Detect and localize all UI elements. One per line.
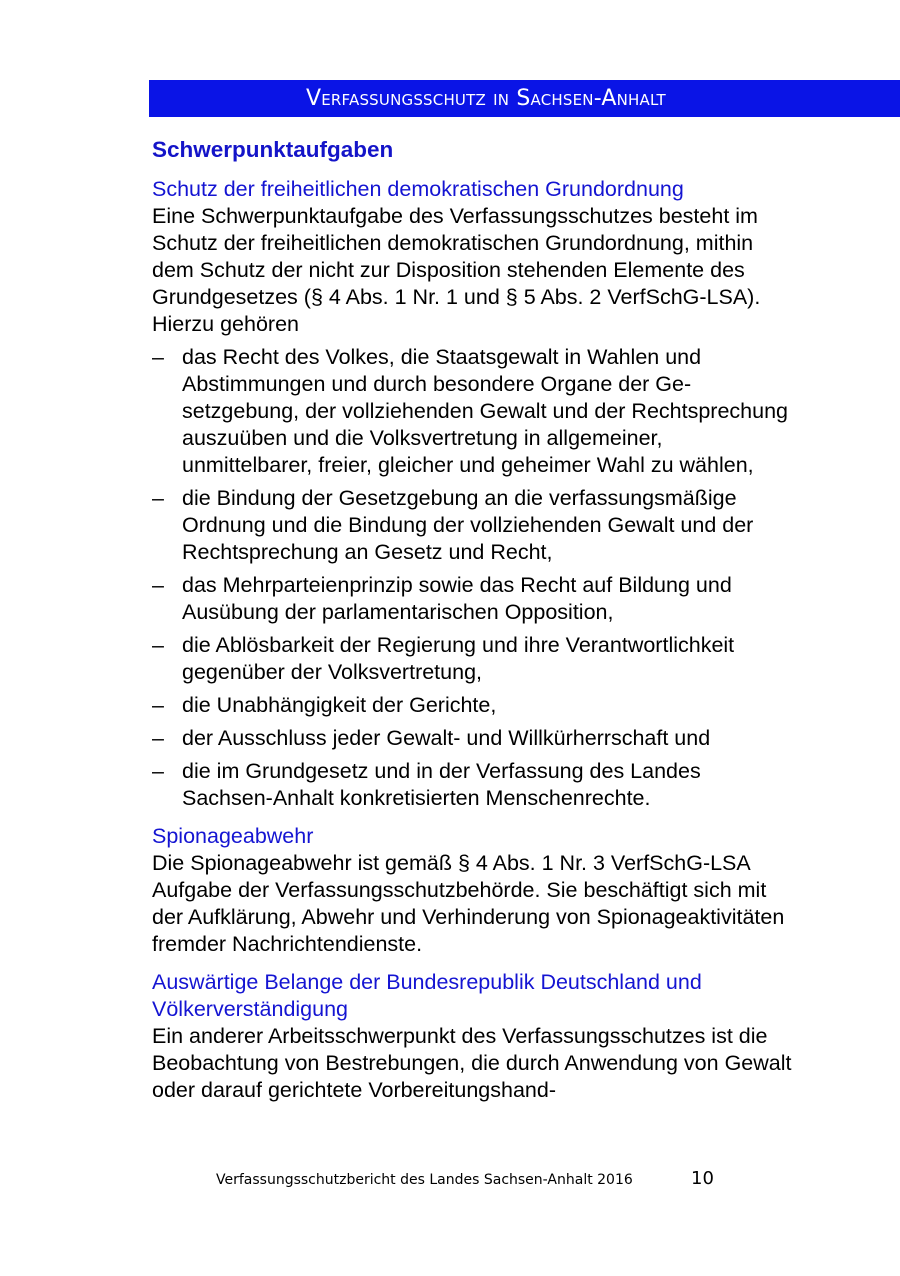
fdgo-list — [152, 344, 792, 812]
list-item-text: die Ablösbarkeit der Regierung und ihre Verantwortlichkeit gegenüber der Volksvertretung, — [182, 633, 735, 684]
header-bar — [149, 80, 900, 117]
page-content — [152, 135, 792, 1104]
paragraph-auswaertige-belange: Ein anderer Arbeitsschwerpunkt des Verfassungsschutzes ist die Beobachtung von Bestrebungen, die durch Anwendung von Gewalt oder darauf gerichtete Vorbereitungshand- — [152, 1024, 792, 1102]
subsection-title-auswaertige-belange: Auswärtige Belange der Bundesrepublik Deutschland und Völkerverständigung — [152, 970, 702, 1021]
paragraph-fdgo-intro: Eine Schwerpunktaufgabe des Verfassungsschutzes besteht im Schutz der freiheitlichen demokratischen Grundordnung, mithin dem Schutz der nicht zur Disposition stehenden Elemente des Grundgesetzes (§ 4 Abs. 1 Nr. 1 und § 5 Abs. 2 VerfSchG-LSA). Hierzu gehören — [152, 204, 761, 336]
list-item — [152, 344, 792, 479]
list-item-text: die Unabhängigkeit der Gerichte, — [182, 693, 497, 717]
dash-bullet: – — [152, 759, 164, 783]
dash-bullet: – — [152, 726, 164, 750]
dash-bullet: – — [152, 573, 164, 597]
dash-bullet: – — [152, 633, 164, 657]
list-item — [152, 572, 792, 626]
subsection-title-spionageabwehr: Spionageabwehr — [152, 824, 314, 848]
page-number: 10 — [691, 1168, 714, 1189]
dash-bullet: – — [152, 345, 164, 369]
list-item — [152, 632, 792, 686]
footer-text: Verfassungsschutzbericht des Landes Sachsen-Anhalt 2016 — [216, 1172, 633, 1188]
section-heading: Schwerpunktaufgaben — [152, 137, 394, 162]
dash-bullet: – — [152, 486, 164, 510]
list-item — [152, 725, 792, 752]
list-item — [152, 692, 792, 719]
list-item-text: der Ausschluss jeder Gewalt- und Willkürherrschaft und — [182, 726, 711, 750]
list-item-text: das Recht des Volkes, die Staatsgewalt in Wahlen und Abstimmungen und durch besondere Organe der Gesetzgebung, der vollziehenden Gewalt und der Rechtsprechung auszuüben und die Volksvertretung in allgemeiner, unmittelbarer, freier, gleicher und geheimer Wahl zu wählen, — [182, 345, 788, 477]
list-item-text: das Mehrparteienprinzip sowie das Recht auf Bildung und Ausübung der parlamentarischen Opposition, — [182, 573, 732, 624]
header-title: Verfassungsschutz in Sachsen-Anhalt — [306, 86, 666, 111]
list-item — [152, 758, 792, 812]
subsection-title-fdgo: Schutz der freiheitlichen demokratischen Grundordnung — [152, 177, 684, 201]
paragraph-spionageabwehr: Die Spionageabwehr ist gemäß § 4 Abs. 1 Nr. 3 VerfSchG-LSA Aufgabe der Verfassungsschutzbehörde. Sie beschäftigt sich mit der Aufklärung, Abwehr und Verhinderung von Spionageaktivitäten fremder Nachrichtendienste. — [152, 851, 785, 956]
dash-bullet: – — [152, 693, 164, 717]
list-item-text: die Bindung der Gesetzgebung an die verfassungsmäßige Ordnung und die Bindung der vollziehenden Gewalt und der Rechtsprechung an Gesetz und Recht, — [182, 486, 754, 564]
list-item — [152, 485, 792, 566]
list-item-text: die im Grundgesetz und in der Verfassung des Landes Sachsen-Anhalt konkretisierten Menschenrechte. — [182, 759, 701, 810]
